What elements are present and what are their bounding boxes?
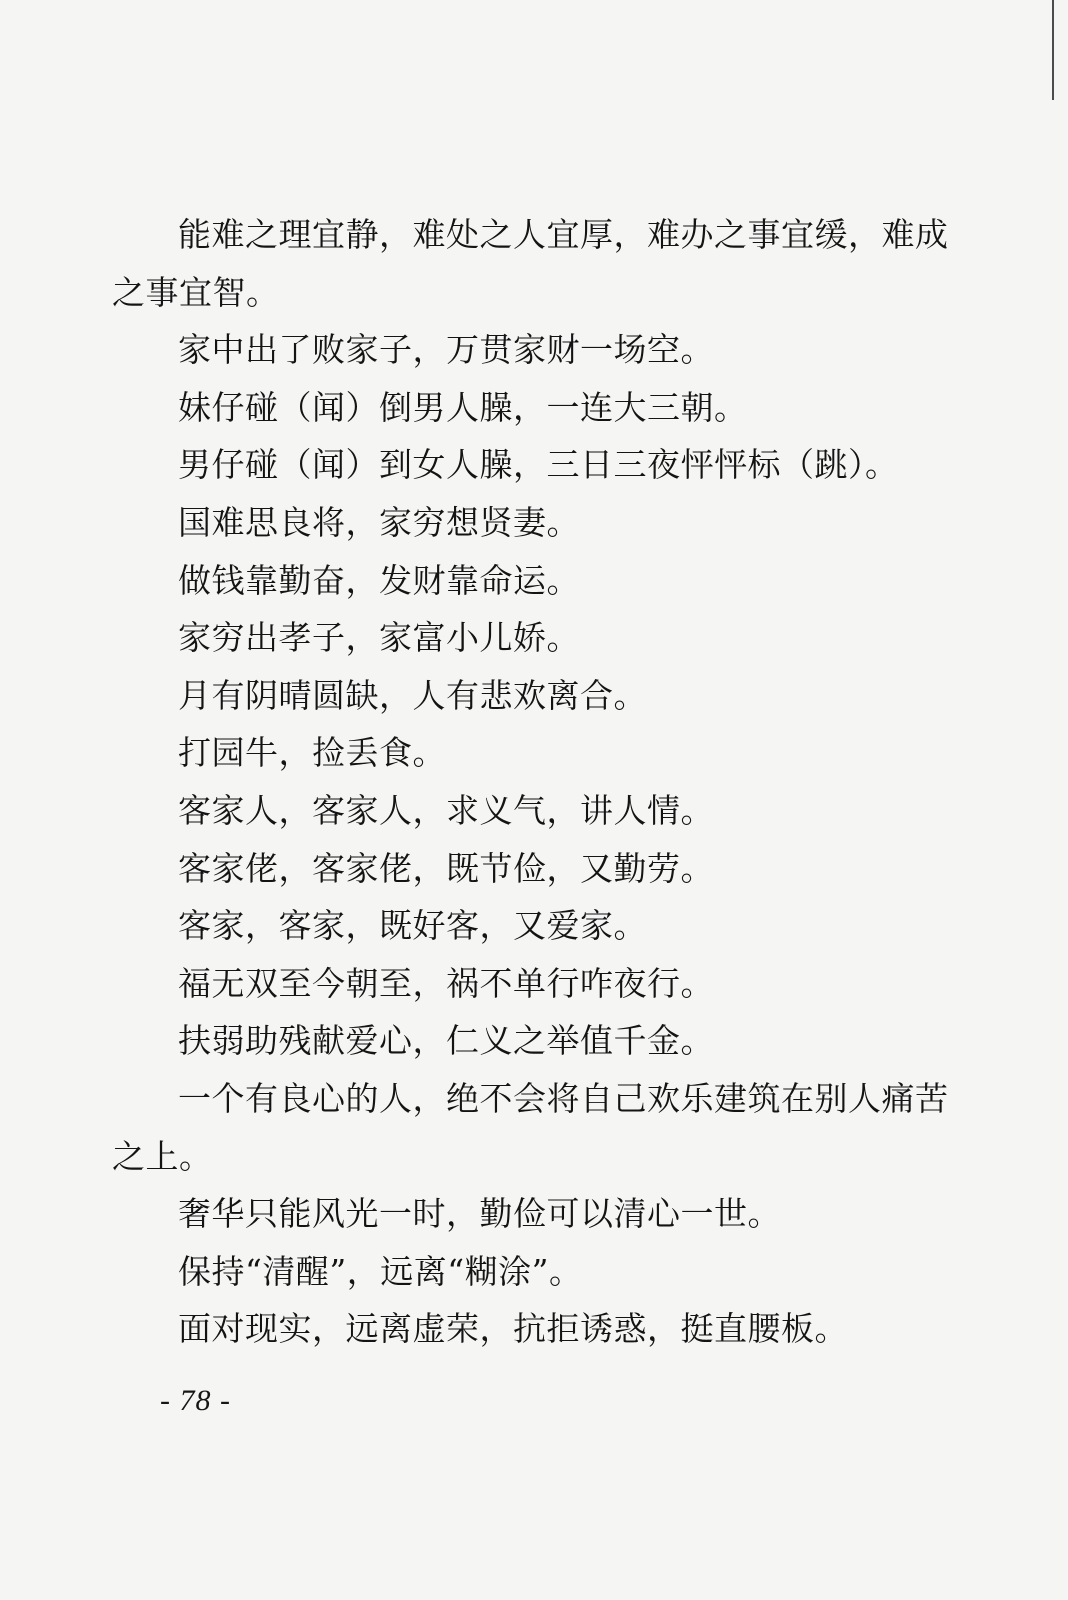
paragraph-7: 家穷出孝子，家富小儿娇。 [178,618,580,658]
paragraph-2: 家中出了败家子，万贯家财一场空。 [178,330,714,370]
paragraph-5: 国难思良将，家穷想贤妻。 [178,502,580,542]
paragraph-14: 扶弱助残献爱心，仁义之举值千金。 [178,1021,714,1061]
paragraph-6: 做钱靠勤奋，发财靠命运。 [178,560,580,600]
page-number: - 78 - [160,1384,231,1417]
page-edge-line [1052,0,1054,100]
paragraph-3: 妹仔碰（闻）倒男人臊，一连大三朝。 [178,387,748,427]
paragraph-1: 能难之理宜静，难处之人宜厚，难办之事宜缓，难成之事宜智。 [112,215,949,312]
paragraph-9: 打园牛，捡丢食。 [178,733,446,773]
paragraph-17: 保持“清醒”，远离“糊涂”。 [178,1251,583,1291]
paragraph-11: 客家佬，客家佬，既节俭，又勤劳。 [178,848,714,888]
paragraph-10: 客家人，客家人，求义气，讲人情。 [178,790,714,830]
paragraph-16: 奢华只能风光一时，勤俭可以清心一世。 [178,1194,781,1234]
paragraph-8: 月有阴晴圆缺，人有悲欢离合。 [178,675,647,715]
paragraph-18: 面对现实，远离虚荣，抗拒诱惑，挺直腰板。 [178,1309,848,1349]
paragraph-12: 客家，客家，既好客，又爱家。 [178,906,647,946]
paragraph-13: 福无双至今朝至，祸不单行咋夜行。 [178,963,714,1003]
body-text [112,206,960,1358]
paragraph-4: 男仔碰（闻）到女人臊，三日三夜怦怦标（跳）。 [178,445,899,485]
paragraph-15: 一个有良心的人，绝不会将自己欢乐建筑在别人痛苦之上。 [112,1078,949,1176]
